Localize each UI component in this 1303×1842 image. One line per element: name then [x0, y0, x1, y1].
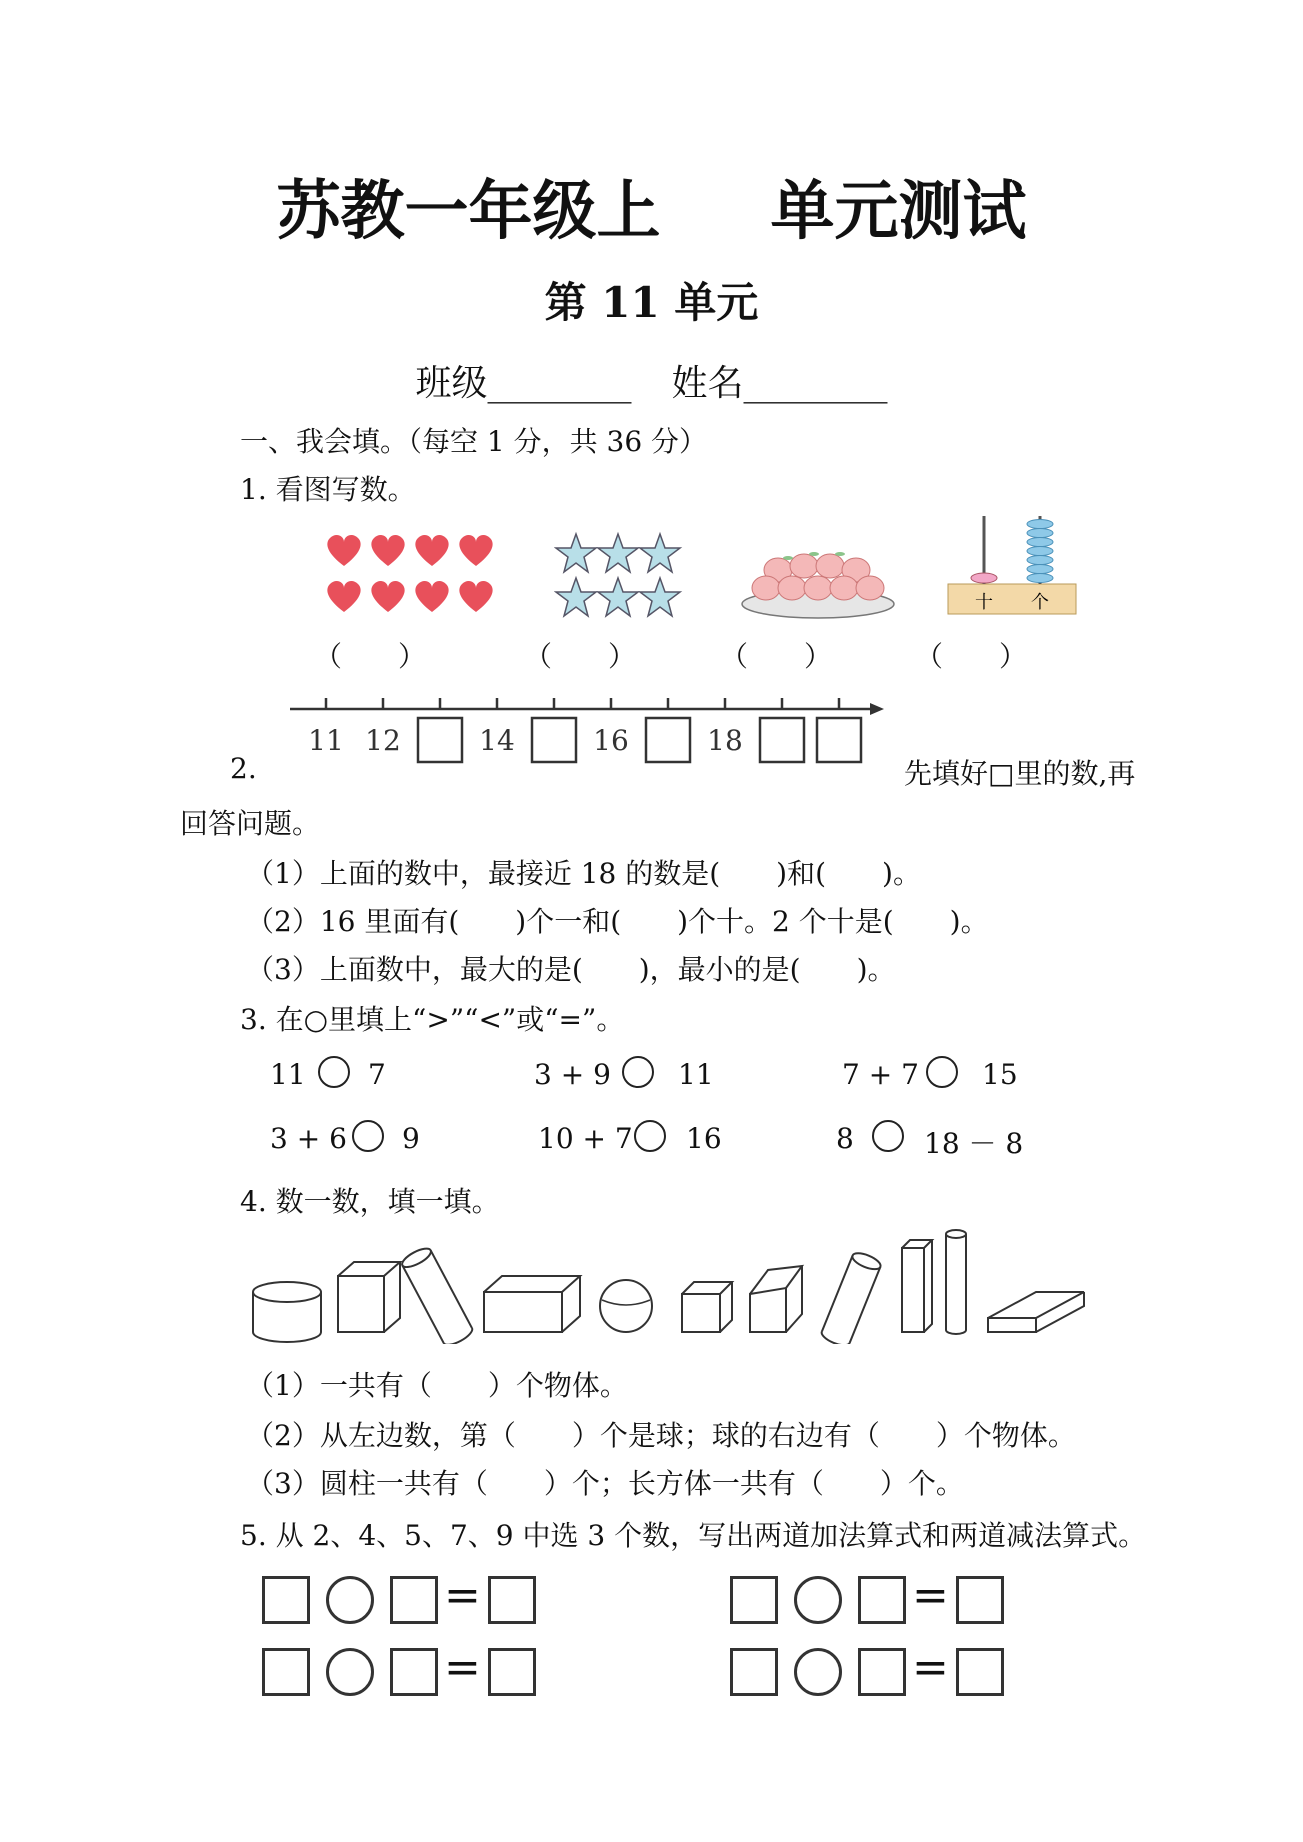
heart-icon — [371, 535, 404, 566]
star-icon — [556, 534, 596, 572]
compare-circle[interactable] — [352, 1120, 384, 1152]
number-box[interactable] — [730, 1648, 778, 1696]
operator-circle[interactable] — [326, 1576, 374, 1624]
solids-figure — [250, 1222, 1090, 1344]
answer-box[interactable] — [817, 718, 861, 762]
number-box[interactable] — [488, 1576, 536, 1624]
cube-icon — [338, 1262, 400, 1332]
abacus-figure — [944, 512, 1080, 620]
star-icon — [598, 534, 638, 572]
peach-icon — [778, 576, 806, 600]
cuboid-icon — [750, 1266, 802, 1332]
cuboid-icon — [484, 1276, 580, 1332]
q3-right: 15 — [982, 1058, 1018, 1091]
heart-icon — [327, 535, 360, 566]
peach-icon — [856, 576, 884, 600]
bead-icon — [1027, 556, 1053, 565]
peach-icon — [752, 576, 780, 600]
number-line — [286, 692, 886, 764]
tick-label: 16 — [593, 724, 629, 757]
q2-part-1: （1）上面的数中，最接近 18 的数是( )和( )。 — [246, 857, 921, 890]
q3-left: 8 — [836, 1122, 854, 1155]
q1-blank-4[interactable]: （ ） — [915, 640, 1028, 673]
tick-label: 14 — [479, 724, 515, 757]
star-icon — [640, 534, 680, 572]
q2-number: 2. — [230, 752, 257, 785]
name-field[interactable]: 姓名________ — [671, 363, 888, 404]
star-icon — [598, 578, 638, 616]
stars-figure — [554, 530, 684, 620]
peach-icon — [830, 576, 858, 600]
worksheet-title — [0, 160, 1303, 252]
answer-box[interactable] — [760, 718, 804, 762]
cylinder-icon — [253, 1282, 321, 1342]
heart-icon — [459, 535, 492, 566]
heart-icon — [327, 581, 360, 612]
star-icon — [556, 578, 596, 616]
arrow-right-icon — [870, 703, 884, 715]
q3-title: 3. 在○里填上“>”“<”或“=”。 — [240, 1003, 625, 1036]
q2-intro-cont: 回答问题。 — [180, 807, 321, 840]
cube-icon — [682, 1282, 732, 1332]
bead-icon — [1027, 547, 1053, 556]
q3-right: 18 － 8 — [924, 1127, 1024, 1160]
q3-right: 7 — [368, 1058, 386, 1091]
number-box[interactable] — [262, 1648, 310, 1696]
number-box[interactable] — [390, 1576, 438, 1624]
peach-icon — [790, 554, 818, 578]
title-right: 单元测试 — [770, 175, 1027, 249]
cuboid-icon — [902, 1240, 932, 1332]
abacus-label-tens: 十 — [975, 592, 993, 613]
tick-label: 11 — [308, 724, 344, 757]
heart-icon — [459, 581, 492, 612]
q4-part-1: （1）一共有（ ）个物体。 — [246, 1369, 628, 1402]
title-left: 苏教一年级上 — [276, 175, 661, 249]
q2-intro: 先填好□里的数,再 — [904, 757, 1136, 790]
number-box[interactable] — [858, 1648, 906, 1696]
equals-sign: = — [444, 1642, 481, 1693]
operator-circle[interactable] — [794, 1648, 842, 1696]
cylinder-icon — [820, 1250, 883, 1344]
equals-sign: = — [444, 1570, 481, 1621]
number-box[interactable] — [956, 1576, 1004, 1624]
bead-icon — [1027, 565, 1053, 574]
compare-circle[interactable] — [318, 1056, 350, 1088]
q3-left: 7 + 7 — [842, 1058, 919, 1091]
bead-icon — [1027, 529, 1053, 538]
answer-box[interactable] — [646, 718, 690, 762]
q2-part-3: （3）上面数中，最大的是( )，最小的是( )。 — [246, 953, 896, 986]
star-icon — [640, 578, 680, 616]
operator-circle[interactable] — [794, 1576, 842, 1624]
bead-icon — [1027, 538, 1053, 547]
heart-icon — [415, 535, 448, 566]
unit-heading: 第 11 单元 — [544, 278, 759, 327]
number-box[interactable] — [730, 1576, 778, 1624]
number-box[interactable] — [858, 1576, 906, 1624]
bead-icon — [1027, 574, 1053, 583]
q3-left: 10 + 7 — [538, 1122, 633, 1155]
q1-blank-1[interactable]: （ ） — [314, 640, 427, 673]
q1-title: 1. 看图写数。 — [240, 473, 416, 506]
q1-blank-3[interactable]: （ ） — [720, 640, 833, 673]
tick-label: 12 — [365, 724, 401, 757]
cylinder-icon — [946, 1230, 966, 1334]
tick-label: 18 — [707, 724, 743, 757]
answer-box[interactable] — [532, 718, 576, 762]
q3-left: 11 — [270, 1058, 306, 1091]
class-field[interactable]: 班级________ — [415, 363, 632, 404]
operator-circle[interactable] — [326, 1648, 374, 1696]
peach-icon — [804, 576, 832, 600]
peach-icon — [816, 554, 844, 578]
q3-left: 3 + 6 — [270, 1122, 347, 1155]
abacus-base — [948, 584, 1076, 614]
q3-right: 11 — [678, 1058, 714, 1091]
cuboid-icon — [988, 1292, 1084, 1332]
equals-sign: = — [912, 1570, 949, 1621]
answer-box[interactable] — [418, 718, 462, 762]
peaches-figure — [738, 528, 898, 628]
sphere-icon — [600, 1280, 652, 1332]
number-box[interactable] — [956, 1648, 1004, 1696]
bead-icon — [1027, 520, 1053, 529]
compare-circle[interactable] — [926, 1056, 958, 1088]
number-box[interactable] — [390, 1648, 438, 1696]
number-box[interactable] — [262, 1576, 310, 1624]
q4-title: 4. 数一数，填一填。 — [240, 1185, 500, 1218]
q2-part-2: （2）16 里面有( )个一和( )个十。2 个十是( )。 — [246, 905, 989, 938]
bead-icon — [971, 573, 997, 583]
cylinder-icon — [400, 1245, 475, 1344]
student-info-line — [0, 355, 1303, 406]
q3-right: 16 — [686, 1122, 722, 1155]
hearts-figure — [320, 528, 500, 628]
heart-icon — [371, 581, 404, 612]
compare-circle[interactable] — [634, 1120, 666, 1152]
compare-circle[interactable] — [872, 1120, 904, 1152]
equals-sign: = — [912, 1642, 949, 1693]
q1-blank-2[interactable]: （ ） — [524, 640, 637, 673]
q3-right: 9 — [402, 1122, 420, 1155]
number-box[interactable] — [488, 1648, 536, 1696]
q5-title: 5. 从 2、4、5、7、9 中选 3 个数，写出两道加法算式和两道减法算式。 — [240, 1519, 1147, 1552]
heart-icon — [415, 581, 448, 612]
abacus-label-ones: 个 — [1031, 592, 1049, 613]
q3-left: 3 + 9 — [534, 1058, 611, 1091]
q4-part-2: （2）从左边数，第（ ）个是球；球的右边有（ ）个物体。 — [246, 1419, 1076, 1452]
q4-part-3: （3）圆柱一共有（ ）个；长方体一共有（ ）个。 — [246, 1467, 964, 1500]
compare-circle[interactable] — [622, 1056, 654, 1088]
section-heading: 一、我会填。（每空 1 分，共 36 分） — [240, 425, 708, 458]
